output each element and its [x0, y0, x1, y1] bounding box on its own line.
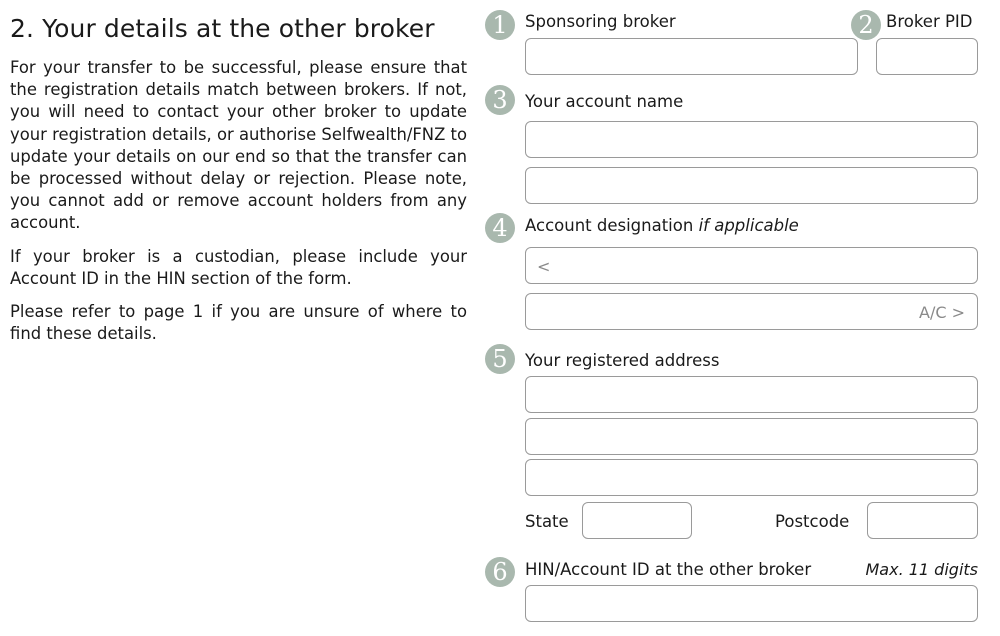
account-designation-label-text: Account designation [525, 216, 694, 235]
sponsoring-broker-input[interactable] [525, 38, 858, 75]
step-number-4: 4 [485, 213, 515, 243]
step-number-2: 2 [851, 10, 881, 40]
registered-address-label: Your registered address [525, 351, 720, 370]
hin-label: HIN/Account ID at the other broker [525, 560, 812, 579]
account-name-input-line-1[interactable] [525, 121, 978, 158]
account-designation-input-1[interactable] [525, 247, 978, 284]
hin-input[interactable] [525, 585, 978, 622]
account-designation-optional-note: if applicable [698, 216, 799, 235]
account-name-label: Your account name [525, 92, 684, 111]
address-input-line-3[interactable] [525, 459, 978, 496]
postcode-label: Postcode [775, 512, 850, 531]
step-number-5: 5 [485, 344, 515, 374]
state-label: State [525, 512, 569, 531]
account-designation-suffix: A/C > [919, 303, 965, 322]
instruction-paragraph-3: Please refer to page 1 if you are unsure of where to find these details. [10, 302, 467, 344]
section-title: 2. Your details at the other broker [10, 14, 435, 43]
instructions-panel [10, 14, 467, 356]
instruction-paragraph-2: If your broker is a custodian, please include your Account ID in the HIN section of the form. [10, 246, 467, 288]
sponsoring-broker-label: Sponsoring broker [525, 12, 676, 31]
step-number-3: 3 [485, 85, 515, 115]
hin-max-digits-hint: Max. 11 digits [865, 560, 978, 579]
state-input[interactable] [582, 502, 692, 539]
account-designation-prefix: < [537, 257, 551, 276]
postcode-input[interactable] [867, 502, 978, 539]
broker-pid-input[interactable] [876, 38, 978, 75]
instruction-paragraph-1: For your transfer to be successful, please ensure that the registration details match between brokers. If not, you will need to contact your other broker to update your registration details, or authorise Selfwealth/FNZ to update your details on our end so that the transfer can be processed without delay or rejection. Please note, you cannot add or remove account holders from any account. [10, 58, 467, 233]
account-name-input-line-2[interactable] [525, 167, 978, 204]
step-number-6: 6 [485, 557, 515, 587]
address-input-line-1[interactable] [525, 376, 978, 413]
broker-pid-label: Broker PID [886, 12, 973, 31]
account-designation-label [525, 216, 799, 235]
step-number-1: 1 [485, 10, 515, 40]
account-designation-input-2[interactable] [525, 293, 978, 330]
form-panel [485, 0, 985, 636]
address-input-line-2[interactable] [525, 418, 978, 455]
